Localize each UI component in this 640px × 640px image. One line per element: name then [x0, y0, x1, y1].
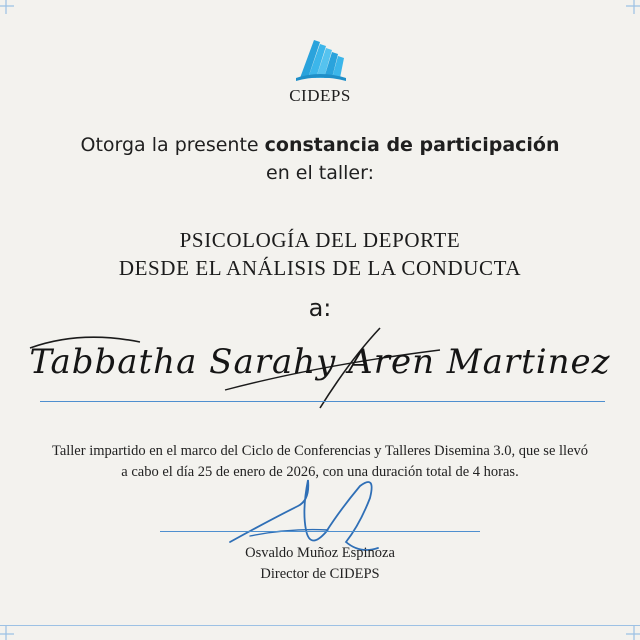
corner-ornament-bottom-right: [600, 600, 640, 640]
details-line1: Taller impartido en el marco del Ciclo de Conferencias y Talleres Disemina 3.0, que se llevó: [51, 443, 589, 459]
recipient-name: Tabbatha Sarahy Aren Martinez: [29, 342, 611, 382]
details-line2: a cabo el día 25 de enero de 2026, con una duración total de 4 horas.: [121, 464, 519, 480]
corner-ornament-bottom-left: [0, 600, 40, 640]
bottom-border-line: [0, 625, 640, 626]
corner-ornament-top-right: [600, 0, 640, 40]
corner-ornament-top-left: [0, 0, 40, 40]
award-statement: [0, 131, 640, 187]
workshop-title-line2: DESDE EL ANÁLISIS DE LA CONDUCTA: [118, 256, 522, 280]
workshop-title-line1: PSICOLOGÍA DEL DEPORTE: [179, 228, 461, 252]
recipient-prefix: a:: [308, 294, 332, 322]
book-stack-icon: [290, 34, 350, 84]
name-underline: [40, 401, 605, 402]
award-line2-text: en el taller:: [266, 162, 374, 184]
signature-line: [160, 531, 480, 532]
award-certificate-type: constancia de participación: [264, 134, 560, 156]
brand-name: CIDEPS: [289, 86, 351, 105]
award-line1-text: Otorga la presente: [80, 134, 265, 156]
workshop-title: [0, 226, 640, 282]
signatory-title: Director de CIDEPS: [260, 566, 380, 582]
signatory-name: Osvaldo Muñoz Espinoza: [245, 545, 395, 561]
